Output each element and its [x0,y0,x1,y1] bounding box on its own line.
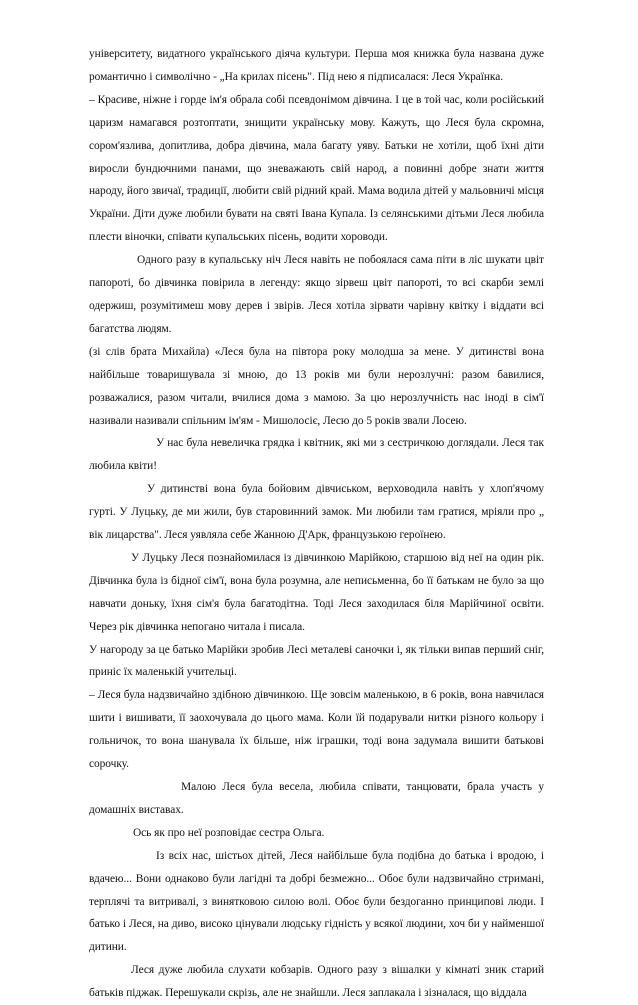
paragraph-like-father: Із всіх нас, шістьох дітей, Леся найбільше була подібна до батька і вродою, і вдачею... Вони однаково були лагідні та добрі безмежно... Обоє були надзвичайно стримані, терплячі та витривалі, з винятковою силою волі. Обоє були бездоганно принципові люди. І батько і Леся, на диво, високо цінували людську гідність у всякої людини, хоч би у найменшої дитини. [89,849,544,954]
paragraph-brother-mykhailo: (зі слів брата Михайла) «Леся була на півтора року молодша за мене. У дитинстві вона найбільше товаришувала зі мною, до 13 років ми були нерозлучні: разом бавилися, розважалися, разом читали, вчилися дома з мамою. За цю нерозлучність нас іноді в сім'ї називали називали спільним ім'ям - Мишолосіє, Лесю до 5 років звали Лосею. [89,345,544,427]
paragraph-childhood-castle: У дитинстві вона була бойовим дівчиськом, верховодила навіть у хлоп'ячому гурті. У Луцьку, де ми жили, був старовинний замок. Ми любили там гратися, мріяли про „ вік лицарства". Леся уявляла себе Жанною Д'Арк, французькою героїнею. [89,483,544,542]
document-body [89,43,544,1005]
paragraph-cheerful: Малою Леся була весела, любила співати, танцювати, брала участь у домашніх виставах. [89,781,544,816]
paragraph-pseudonym: – Красиве, ніжне і горде ім'я обрала собі псевдонімом дівчина. І це в той час, коли російський царизм намагався розтоптати, знищити українську мову. Кажуть, що Леся була скромна, сором'язлива, допитлива, добра дівчина, мала багату уяву. Батьки не хотіли, щоб їхні діти виросли бундючними панами, що зневажають свій народ, а повинні добре знати життя народу, його звичаї, традиції, любити свій рідний край. Мама водила дітей у мальовничі місця України. Діти дуже любили бувати на святі Івана Купала. Із селянськими дітьми Леся любила плести віночки, співати купальських пісень, водити хороводи. [89,93,544,244]
paragraph-kupala-night: Одного разу в купальську ніч Леся навіть не побоялася сама піти в ліс шукати цвіт папороті, бо дівчинка повірила в легенду: якщо зірвеш цвіт папороті, то всі скарби землі одержиш, розумітимеш мову дерев і звірів. Леся хотіла зірвати чарівну квітку і віддати всі багатства людям. [89,254,544,335]
paragraph-kobzars: Леся дуже любила слухати кобзарів. Одного разу з вішалки у кімнаті зник старий батьків піджак. Перешукали скрізь, але не знайшли. Леся заплакала і зізналася, що віддала [89,964,544,1000]
paragraph-flower-bed: У нас була невеличка грядка і квітник, які ми з сестричкою доглядали. Леся так любила квіти! [89,437,544,473]
paragraph-sled-reward: У нагороду за це батько Марійки зробив Лесі металеві саночки і, як тільки випав перший сніг, приніс їх маленькій учительці. [89,643,544,679]
paragraph-sister-olga: Ось як про неї розповідає сестра Ольга. [133,826,325,839]
paragraph-mariyka: У Луцьку Леся познайомилася із дівчинкою Марійкою, старшою від неї на один рік. Дівчинка була із бідної сім'ї, вона була розумна, але неписьменна, бо її батькам не було за що навчати доньку, їхня сім'я була багатодітна. Тоді Леся заходилася біля Марійчиної освіти. Через рік дівчинка непогано читала і писала. [89,551,544,633]
paragraph-university-intro: університету, видатного українського діяча культури. Перша моя книжка була названа дуже романтично і символічно - „На крилах пісень". Під нею я підписалася: Леся Українка. [89,48,544,83]
paragraph-embroidery: – Леся була надзвичайно здібною дівчинкою. Ще зовсім маленькою, в 6 років, вона навчилася шити і вишивати, її заохочувала до цього мама. Коли їй подарували нитки різного кольору і гольничок, то вона шанувала їх більше, ніж іграшки, тоді вона задумала вишити батькові сорочку. [89,689,544,771]
